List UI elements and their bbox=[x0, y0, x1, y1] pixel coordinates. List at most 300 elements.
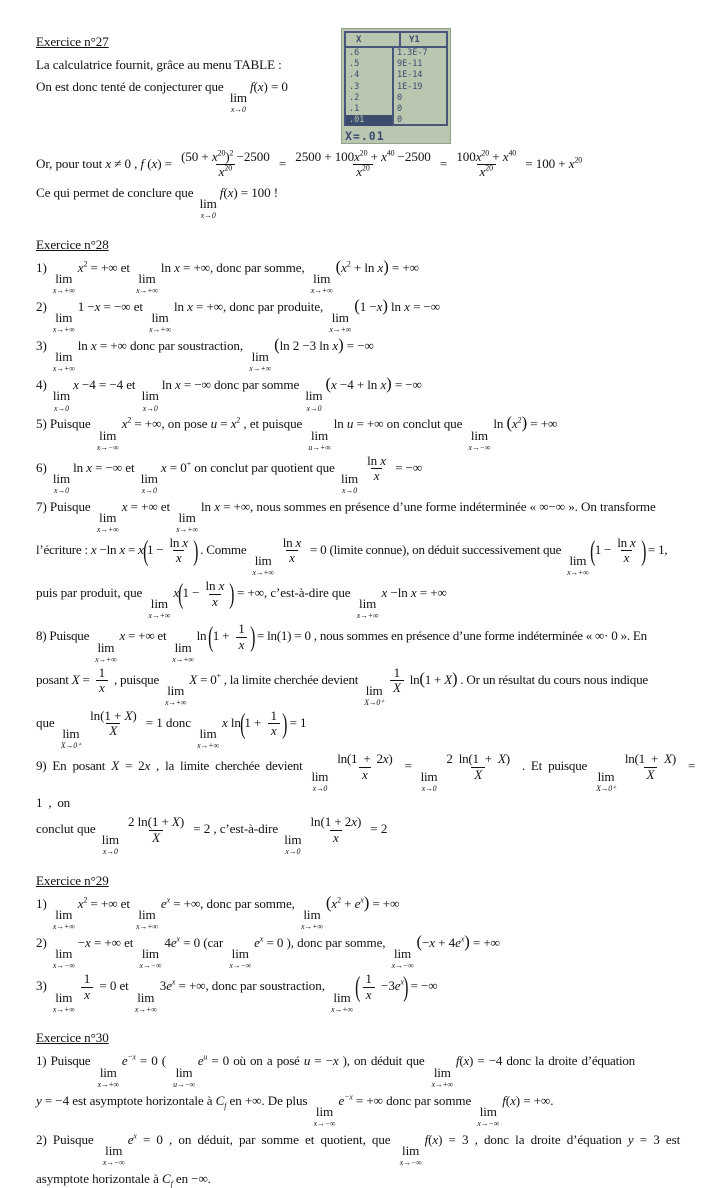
paren-group: (1 −x) bbox=[354, 296, 388, 316]
math-variable: x bbox=[382, 750, 389, 766]
calc-x-cell: .4 bbox=[346, 70, 394, 81]
text-run: = 100 + bbox=[522, 155, 569, 171]
text-run: −ln bbox=[96, 541, 120, 557]
text-run: ln bbox=[73, 459, 87, 475]
limit-operator: lim x→0 bbox=[229, 89, 247, 114]
limit-operator: lim X→0⁺ bbox=[596, 769, 616, 794]
text-run: = −∞ bbox=[409, 299, 441, 315]
calc-x-cell: .5 bbox=[346, 59, 394, 70]
calc-status-readout: X=.01 bbox=[345, 129, 385, 143]
text-run: ln bbox=[77, 338, 91, 354]
text-run: 5) Puisque bbox=[36, 416, 94, 432]
math-variable: x bbox=[362, 766, 368, 782]
math-variable: X bbox=[171, 813, 180, 829]
math-variable: x bbox=[119, 628, 125, 644]
math-variable: X bbox=[111, 758, 119, 774]
text-run: = +∞, nous sommes en présence d’une forme indéterminée « ∞−∞ ». On transforme bbox=[219, 498, 656, 514]
text-run: 1 bbox=[98, 664, 105, 680]
paren-group: $(x^2)$ bbox=[506, 413, 528, 433]
power-expression: $x^{20}$ bbox=[568, 155, 583, 171]
math-variable: X bbox=[646, 766, 655, 782]
math-variable: x bbox=[380, 377, 387, 393]
limit-operator: lim x→−∞ bbox=[102, 1142, 125, 1167]
fraction bbox=[178, 150, 273, 180]
limit-operator: lim x→0 bbox=[141, 388, 159, 413]
power-expression: $x^2$ bbox=[77, 259, 88, 276]
limit-operator: lim x→+∞ bbox=[197, 726, 219, 751]
fraction bbox=[87, 709, 140, 739]
text-run: ( bbox=[505, 1092, 511, 1108]
math-line bbox=[36, 297, 700, 334]
text-run: 1) bbox=[36, 896, 50, 912]
text-run: . Comme bbox=[197, 541, 250, 557]
text-run: = bbox=[217, 416, 231, 432]
text-run: ln bbox=[333, 416, 347, 432]
math-variable: x bbox=[377, 260, 384, 276]
text-run: = +∞, on pose bbox=[131, 416, 211, 432]
text-run: = 2 bbox=[367, 821, 388, 837]
fraction bbox=[167, 536, 191, 566]
math-variable: X bbox=[444, 671, 452, 687]
text-run: 6) bbox=[36, 459, 50, 475]
math-variable: x bbox=[221, 714, 228, 730]
math-variable: x bbox=[351, 813, 357, 829]
text-run: = − bbox=[310, 1053, 333, 1069]
power-expression: $x^2$ bbox=[341, 259, 351, 276]
text-run: Ce qui permet de conclure que bbox=[36, 185, 197, 201]
math-variable: y bbox=[627, 1131, 634, 1147]
math-variable: y bbox=[36, 1092, 42, 1108]
text-run: = +∞, donc par soustraction, bbox=[175, 978, 329, 994]
math-variable: x bbox=[214, 498, 220, 514]
math-variable: x bbox=[404, 299, 410, 315]
paren-group: $(x^2 + \ln x)$ bbox=[335, 257, 389, 277]
text-run: que bbox=[36, 714, 58, 730]
text-run: = bbox=[124, 541, 139, 557]
text-run: −ln bbox=[387, 585, 411, 601]
calc-y1-cell: 0 bbox=[397, 115, 403, 126]
math-variable: x bbox=[270, 723, 277, 739]
limit-operator: lim x→0 bbox=[284, 832, 302, 857]
limit-operator: lim x→−∞ bbox=[399, 1142, 422, 1167]
text-run: Or, pour tout bbox=[36, 155, 106, 171]
text-run: = 0 , on déduit, par somme et quotient, que bbox=[136, 1131, 397, 1147]
math-variable: x bbox=[380, 452, 387, 468]
paren-group: (1 − $\frac{\text{ln x}}{x}$ ) bbox=[590, 534, 646, 567]
text-run: ln bbox=[173, 299, 188, 315]
math-variable: x bbox=[227, 185, 234, 201]
math-line bbox=[36, 375, 700, 412]
math-variable: X bbox=[152, 829, 160, 845]
math-variable: X bbox=[124, 707, 133, 723]
power-expression: $x^{20}$ bbox=[479, 164, 493, 180]
math-line bbox=[36, 336, 700, 373]
limit-operator: lim u→−∞ bbox=[173, 1064, 195, 1089]
fraction bbox=[202, 579, 227, 609]
limit-operator: lim x→0 bbox=[305, 388, 323, 413]
text-run: conclut que bbox=[36, 821, 99, 837]
text-run: ln(1 + bbox=[624, 750, 665, 766]
math-variable: f bbox=[249, 78, 254, 94]
math-variable: x bbox=[410, 585, 417, 601]
text-run: ≠ 0 , bbox=[111, 155, 141, 171]
calculator-table-screenshot bbox=[341, 28, 451, 144]
paren-group: $(-x + 4e^x)$ bbox=[416, 932, 470, 952]
math-line bbox=[36, 183, 700, 220]
limit-operator: lim x→+∞ bbox=[52, 271, 75, 296]
math-variable: x bbox=[365, 986, 372, 1002]
text-run: = 2 , c’est-à-dire bbox=[190, 821, 282, 837]
text-run: 1) bbox=[36, 260, 50, 276]
math-variable: x bbox=[86, 459, 92, 475]
text-run: ln bbox=[161, 377, 175, 393]
text-run: = 0 (limite connue), on déduit successivement que bbox=[307, 541, 565, 557]
math-line bbox=[36, 579, 700, 620]
limit-operator: lim x→0 bbox=[340, 470, 359, 495]
math-variable: X bbox=[189, 671, 198, 687]
exercise-29-body bbox=[36, 894, 700, 1013]
calc-table-row bbox=[346, 115, 446, 126]
limit-operator: lim x→−∞ bbox=[477, 1103, 500, 1128]
text-run: = −∞ donc par somme bbox=[180, 377, 303, 393]
math-variable: x bbox=[373, 468, 380, 484]
math-variable: x bbox=[332, 829, 339, 845]
text-run: 2500 + 100 bbox=[295, 148, 355, 164]
text-run: −4 = −4 et bbox=[78, 377, 139, 393]
fraction bbox=[267, 709, 279, 739]
limit-operator: lim x→+∞ bbox=[52, 907, 75, 932]
exercise-28-heading: Exercice n°28 bbox=[36, 237, 109, 253]
text-run: , la limite cherchée devient bbox=[150, 758, 309, 774]
limit-operator: lim x→0 bbox=[420, 769, 438, 794]
text-run: = bbox=[79, 671, 93, 687]
power-expression: 0+ bbox=[180, 459, 192, 475]
math-variable: x bbox=[623, 550, 630, 566]
exercise-29-heading: Exercice n°29 bbox=[36, 873, 109, 889]
text-run: = +∞ on conclut que bbox=[353, 416, 466, 432]
text-run: ) bbox=[388, 750, 393, 766]
math-variable: x bbox=[376, 299, 383, 315]
limit-operator: lim x→+∞ bbox=[95, 639, 117, 664]
math-line bbox=[36, 414, 700, 451]
math-variable: x bbox=[160, 459, 167, 475]
text-run: = 1, bbox=[644, 541, 668, 557]
text-run: − bbox=[77, 935, 86, 951]
math-variable: x bbox=[629, 534, 636, 550]
text-run: = 2 bbox=[118, 758, 145, 774]
text-run: = bbox=[197, 671, 211, 687]
fraction bbox=[334, 752, 395, 782]
power-expression: $x^{40}$ bbox=[381, 148, 395, 164]
math-variable: x bbox=[138, 541, 144, 557]
power-expression: $e^x$ bbox=[127, 1131, 137, 1147]
text-run: ln bbox=[196, 628, 210, 644]
power-expression: $e^x$ bbox=[354, 895, 364, 912]
power-expression: $x^{20}$ bbox=[356, 164, 370, 180]
limit-operator: lim x→+∞ bbox=[567, 553, 589, 578]
math-line bbox=[36, 258, 700, 295]
paren-group: (1 + $\frac{1}{x}$ ) bbox=[208, 621, 255, 654]
text-run: = −∞ et bbox=[91, 459, 138, 475]
math-variable: x bbox=[90, 541, 97, 557]
text-run: = +∞ bbox=[527, 416, 558, 432]
limit-operator: lim x→+∞ bbox=[310, 271, 333, 296]
text-run: 1 bbox=[365, 971, 372, 987]
math-line bbox=[36, 815, 700, 856]
math-line bbox=[36, 752, 700, 813]
fraction bbox=[125, 815, 187, 845]
limit-operator: lim x→−∞ bbox=[468, 427, 491, 452]
math-variable: x bbox=[90, 338, 97, 354]
text-run: = +∞ bbox=[369, 896, 400, 912]
limit-operator: lim x→0 bbox=[140, 470, 158, 495]
text-run: ln(1 + 2 bbox=[310, 813, 352, 829]
math-variable: x bbox=[429, 935, 435, 951]
math-variable: X bbox=[71, 671, 80, 687]
text-run: La calculatrice fournit, grâce au menu TABLE : bbox=[36, 57, 282, 72]
limit-operator: lim x→+∞ bbox=[165, 682, 187, 707]
text-run: 1 − bbox=[594, 541, 612, 557]
text-run: = bbox=[398, 758, 418, 774]
calc-y1-cell: 1.3E-7 bbox=[397, 48, 428, 58]
text-run: On est donc tenté de conjecturer que bbox=[36, 78, 227, 94]
text-run: = +∞, c’est-à-dire que bbox=[233, 585, 354, 601]
calc-x-cell: .3 bbox=[346, 82, 394, 93]
math-variable: x bbox=[510, 1092, 516, 1108]
text-run: ) bbox=[132, 707, 137, 723]
power-expression: $x^2$ bbox=[77, 895, 88, 912]
math-line bbox=[36, 1091, 700, 1128]
math-line bbox=[36, 894, 700, 931]
text-run: 3) bbox=[36, 338, 50, 354]
paren-group: (1 + X) bbox=[419, 668, 458, 688]
power-expression: $x^{40}$ bbox=[502, 148, 517, 164]
text-run: 1 bbox=[238, 621, 245, 637]
text-run: = +∞, donc par somme, bbox=[170, 896, 299, 912]
math-variable: X bbox=[664, 750, 672, 766]
text-run: = bbox=[436, 155, 451, 171]
limit-operator: lim x→+∞ bbox=[134, 989, 157, 1014]
calc-table-row bbox=[346, 48, 446, 59]
calc-x-cell: .6 bbox=[346, 48, 394, 59]
math-line bbox=[36, 454, 700, 495]
text-run: , puisque bbox=[110, 671, 163, 687]
text-run: 4) bbox=[36, 377, 50, 393]
text-run: en −∞. bbox=[172, 1170, 211, 1186]
fraction bbox=[81, 972, 93, 1002]
power-expression: $e^x$ bbox=[170, 934, 180, 951]
math-variable: x bbox=[94, 299, 101, 315]
math-variable: x bbox=[463, 1053, 469, 1069]
text-run: = 0 ( bbox=[135, 1053, 171, 1069]
math-variable: x bbox=[381, 585, 388, 601]
text-run: ) = 100 ! bbox=[233, 185, 278, 201]
text-run: = 1 bbox=[286, 714, 307, 730]
math-variable: x bbox=[144, 758, 151, 774]
power-expression: $e^x$ bbox=[166, 978, 176, 994]
subscript-expression: $C_f$ bbox=[161, 1170, 173, 1188]
math-variable: x bbox=[174, 260, 180, 276]
text-run: 2 ln(1 + bbox=[127, 813, 172, 829]
text-run: 100 bbox=[456, 148, 476, 164]
math-variable: x bbox=[432, 1131, 439, 1147]
text-run: ) bbox=[671, 750, 676, 766]
text-run: = 1 , on bbox=[36, 758, 696, 811]
text-run: = 0 (car bbox=[179, 935, 227, 951]
text-run: + 4 bbox=[435, 935, 456, 951]
limit-operator: lim x→+∞ bbox=[148, 596, 171, 621]
text-run: . Et puisque bbox=[515, 758, 594, 774]
fraction bbox=[292, 150, 433, 180]
text-run: ln bbox=[201, 498, 215, 514]
limit-operator: lim X→0⁺ bbox=[60, 726, 82, 751]
power-expression: 0+ bbox=[210, 671, 221, 687]
text-run: ) = bbox=[157, 155, 176, 171]
calc-table-row bbox=[346, 93, 446, 104]
limit-operator: lim x→+∞ bbox=[97, 1064, 119, 1089]
calc-y1-cell: 0 bbox=[397, 104, 403, 115]
limit-operator: lim u→+∞ bbox=[308, 427, 331, 452]
limit-operator: lim x→−∞ bbox=[52, 946, 75, 971]
text-run: . Or un résultat du cours nous indique bbox=[457, 671, 648, 687]
math-line bbox=[36, 709, 700, 750]
text-run: 1 − bbox=[359, 299, 377, 315]
text-run: = bbox=[166, 459, 181, 475]
text-run: −2500 bbox=[233, 148, 270, 164]
calc-table-row bbox=[346, 104, 446, 115]
text-run: = −∞ et bbox=[100, 299, 147, 315]
math-variable: x bbox=[99, 680, 105, 696]
text-run: = +∞, donc par somme, bbox=[179, 260, 308, 276]
calc-table bbox=[344, 31, 448, 126]
math-line bbox=[36, 536, 700, 577]
limit-operator: lim x→+∞ bbox=[176, 509, 199, 534]
text-run: = +∞ et bbox=[87, 260, 134, 276]
text-run: ), on déduit que bbox=[338, 1053, 429, 1069]
math-variable: x bbox=[105, 155, 112, 171]
fraction bbox=[362, 972, 374, 1002]
fraction bbox=[307, 815, 364, 845]
text-run: = +∞ et bbox=[127, 498, 174, 514]
text-run: en +∞. De plus bbox=[226, 1092, 311, 1108]
text-run: ln bbox=[160, 260, 175, 276]
text-run: 1 − bbox=[147, 541, 164, 557]
math-variable: x bbox=[182, 534, 188, 550]
text-run: 9) En posant bbox=[36, 758, 112, 774]
text-run: = +∞ bbox=[469, 935, 500, 951]
math-variable: X bbox=[474, 766, 482, 782]
power-expression: $e^x$ bbox=[160, 895, 171, 912]
text-run: 4 bbox=[164, 935, 171, 951]
text-run: = +∞ et bbox=[87, 896, 134, 912]
math-line bbox=[36, 1130, 700, 1167]
limit-operator: lim x→−∞ bbox=[96, 427, 119, 452]
text-run: 1) Puisque bbox=[36, 1053, 95, 1069]
text-run: −2500 bbox=[394, 148, 431, 164]
text-run: 1 − bbox=[77, 299, 95, 315]
paren-group: ( $\frac{1}{x}$ $-3e^x$) bbox=[355, 971, 409, 1004]
text-run: = 0 ), donc par somme, bbox=[263, 935, 389, 951]
calc-table-header bbox=[346, 33, 446, 48]
text-run: ) = −4 donc la droite d’équation bbox=[469, 1053, 635, 1069]
limit-operator: lim x→+∞ bbox=[249, 349, 272, 374]
math-variable: f bbox=[140, 155, 145, 171]
fraction bbox=[453, 150, 519, 180]
power-expression: $x^2$ bbox=[121, 416, 132, 432]
limit-operator: lim x→+∞ bbox=[252, 553, 274, 578]
text-run: ln(1 + 2 bbox=[337, 750, 383, 766]
text-run: = 1 donc bbox=[142, 714, 195, 730]
text-run: ln 2 −3 ln bbox=[279, 338, 333, 354]
power-expression: $e^x$ bbox=[394, 978, 404, 994]
text-run: ln bbox=[169, 534, 183, 550]
fraction bbox=[96, 666, 108, 696]
text-run: = 0 où on a posé bbox=[207, 1053, 304, 1069]
calc-table-row bbox=[346, 82, 446, 93]
math-variable: x bbox=[257, 78, 264, 94]
limit-operator: lim x→0 bbox=[101, 832, 119, 857]
text-run: posant bbox=[36, 671, 72, 687]
text-run: 1 bbox=[270, 707, 277, 723]
power-expression: $x^{20}$ bbox=[218, 164, 233, 180]
calc-table-row bbox=[346, 59, 446, 70]
calc-x-cell: .01 bbox=[346, 115, 394, 126]
calc-y1-cell: 9E-11 bbox=[397, 59, 423, 70]
text-run: = −∞ bbox=[392, 459, 423, 475]
text-run: + bbox=[489, 148, 503, 164]
text-run: = 3 est bbox=[633, 1131, 681, 1147]
power-expression: $x^2$ bbox=[512, 416, 522, 432]
text-run: 1 + bbox=[244, 714, 265, 730]
text-run: = +∞ et bbox=[90, 935, 137, 951]
limit-operator: lim x→+∞ bbox=[52, 989, 75, 1014]
paren-group: (ln 2 −3 ln x) bbox=[274, 335, 344, 355]
exercise-30-body bbox=[36, 1051, 700, 1188]
limit-operator: lim x→+∞ bbox=[96, 509, 119, 534]
text-run: = +∞ et bbox=[125, 628, 170, 644]
text-run: puis par produit, que bbox=[36, 585, 146, 601]
text-run: ( bbox=[223, 185, 228, 201]
text-run: = bbox=[275, 155, 290, 171]
math-variable: x bbox=[73, 377, 79, 393]
exercise-27-heading: Exercice n°27 bbox=[36, 34, 109, 49]
math-variable: x bbox=[332, 338, 339, 354]
limit-operator: lim x→+∞ bbox=[52, 310, 75, 335]
text-run: ln bbox=[205, 578, 219, 594]
text-run: − bbox=[421, 935, 430, 951]
fraction bbox=[390, 666, 404, 696]
power-expression: )$^2$ bbox=[225, 148, 234, 164]
text-run: = +∞ donc par somme bbox=[352, 1092, 475, 1108]
math-variable: x bbox=[119, 541, 125, 557]
limit-operator: lim x→−∞ bbox=[139, 946, 162, 971]
text-run: 1 bbox=[83, 971, 91, 987]
power-expression: $x^2$ bbox=[331, 895, 341, 912]
text-run: ( bbox=[428, 1131, 433, 1147]
math-variable: f bbox=[424, 1131, 429, 1147]
math-variable: x bbox=[331, 377, 337, 393]
text-run: ) bbox=[179, 813, 185, 829]
limit-operator: lim x→−∞ bbox=[391, 946, 414, 971]
text-run: ln bbox=[493, 416, 507, 432]
paren-group: (1 + $\frac{1}{x}$ ) bbox=[239, 707, 288, 740]
math-variable: x bbox=[295, 534, 301, 550]
text-run: −4 + ln bbox=[336, 377, 381, 393]
text-run: = +∞ donc par soustraction, bbox=[96, 338, 247, 354]
power-expression: $e^u$ bbox=[197, 1053, 208, 1069]
power-expression: $e^x$ bbox=[254, 934, 264, 951]
math-line bbox=[36, 622, 700, 663]
